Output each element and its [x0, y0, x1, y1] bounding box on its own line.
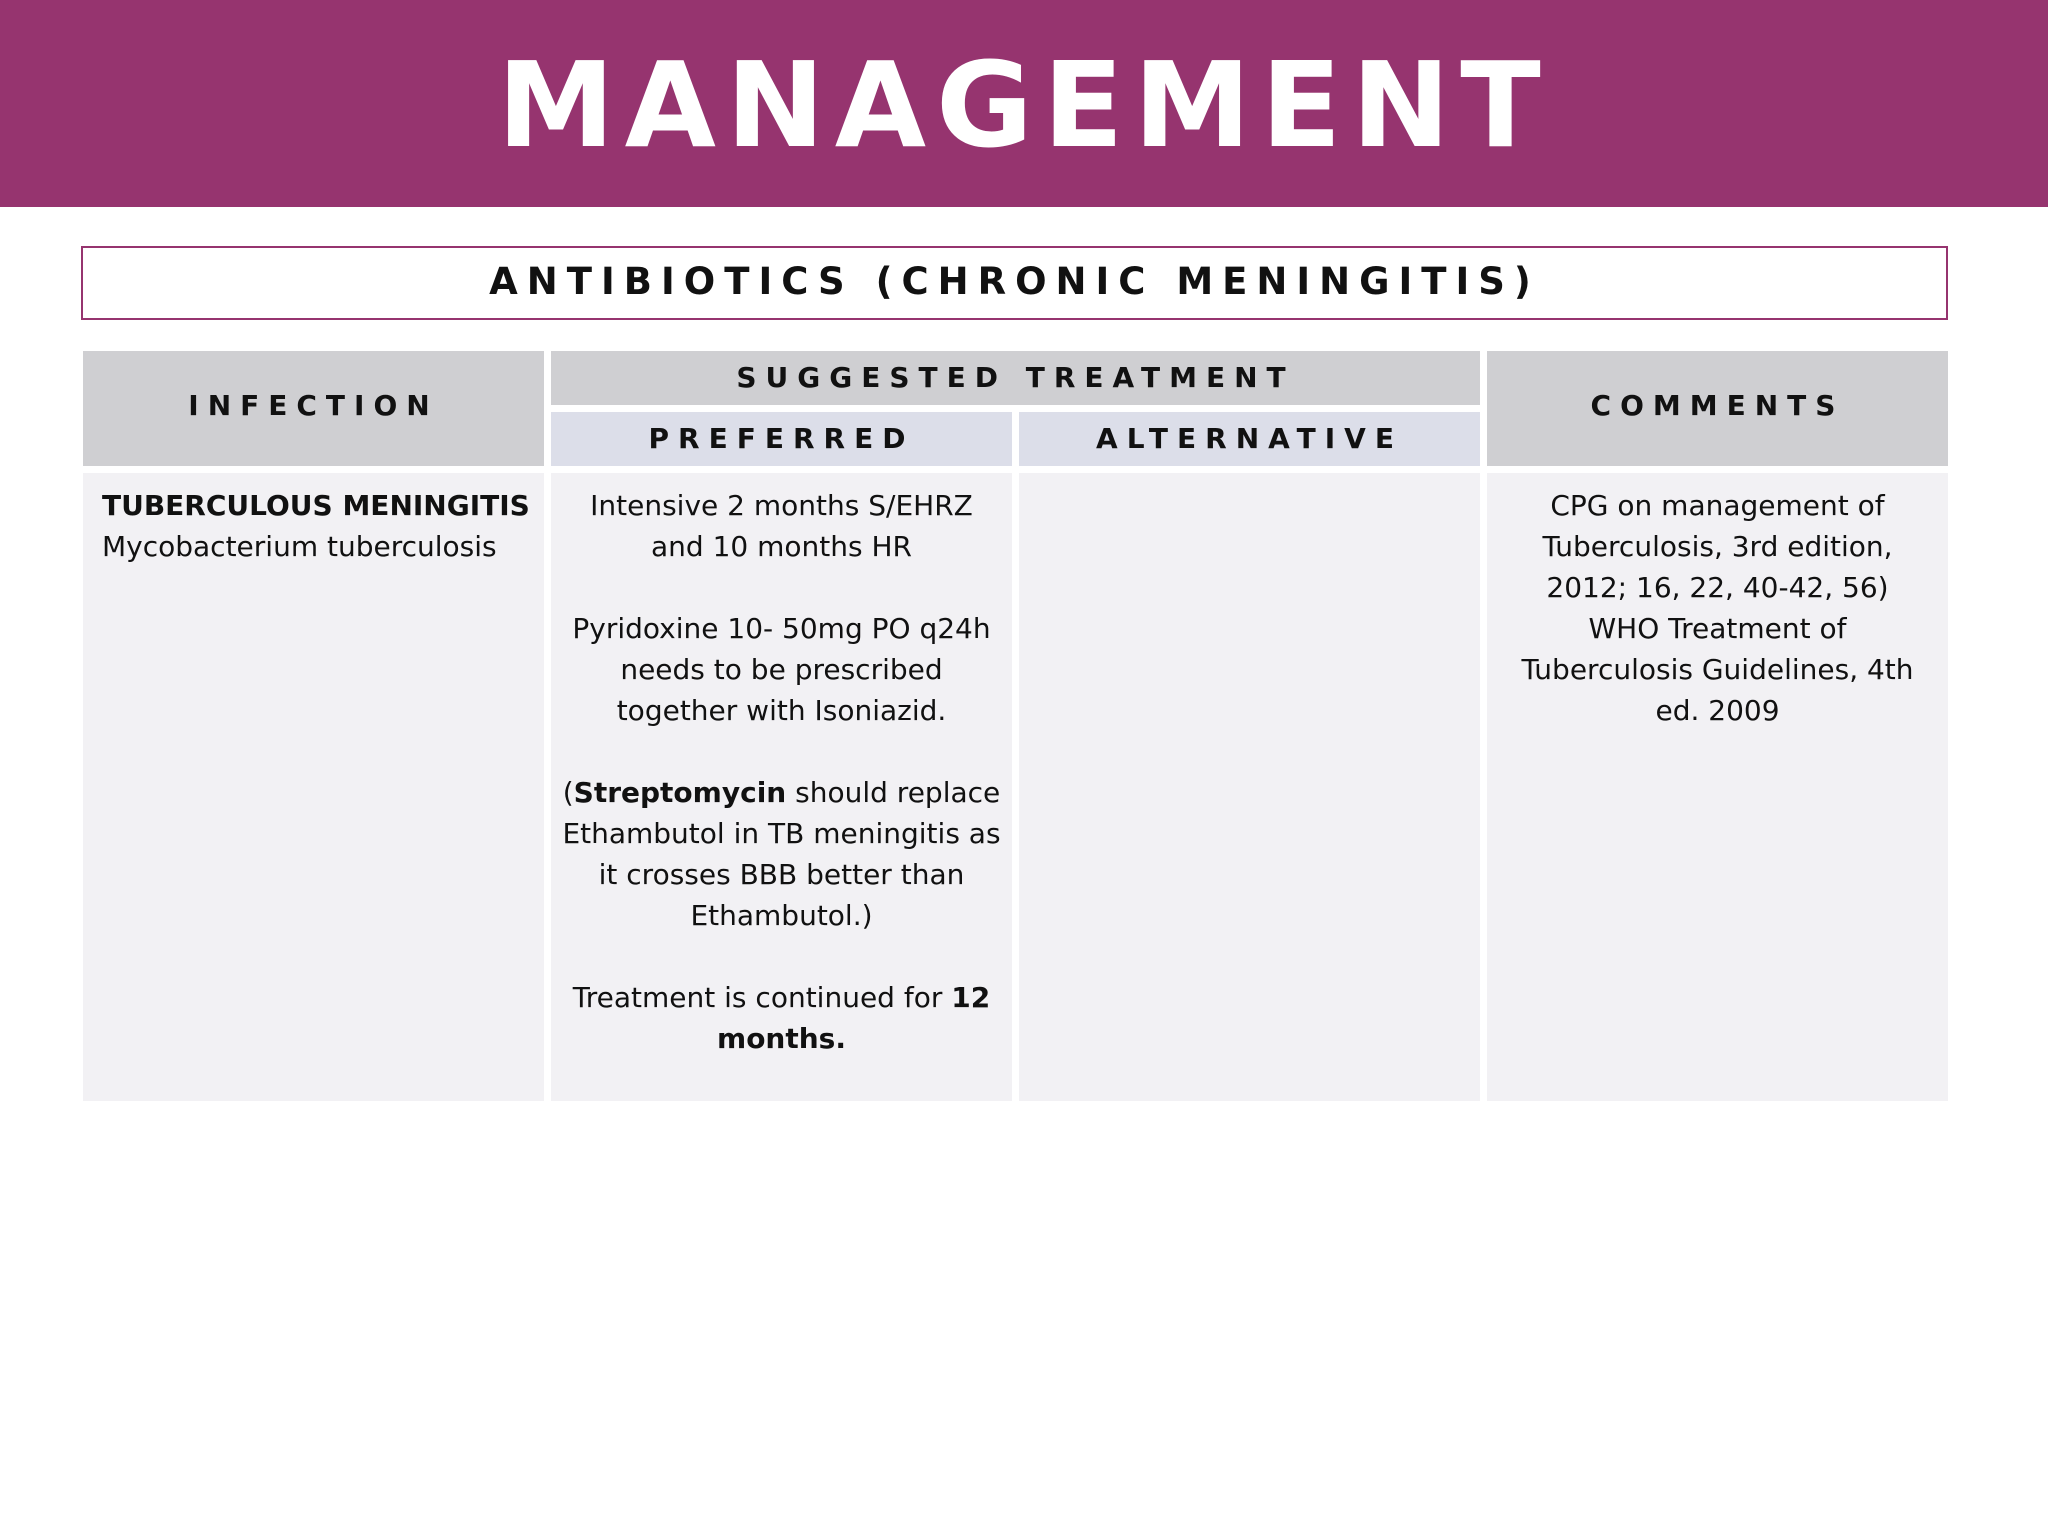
streptomycin-bold: Streptomycin	[573, 776, 787, 809]
cell-alternative	[1019, 473, 1480, 1101]
title-bar	[0, 0, 2048, 207]
header-suggested-treatment-label: SUGGESTED TREATMENT	[736, 361, 1295, 394]
header-infection-label: INFECTION	[188, 389, 439, 422]
header-preferred-label: PREFERRED	[648, 422, 915, 455]
cell-preferred	[551, 473, 1012, 1101]
section-heading-box	[81, 246, 1948, 320]
cell-infection	[83, 473, 544, 1101]
header-suggested-treatment	[551, 351, 1480, 405]
header-comments	[1487, 351, 1948, 466]
page-title: MANAGEMENT	[497, 36, 1551, 174]
infection-name: TUBERCULOUS MENINGITIS	[102, 489, 530, 522]
header-comments-label: COMMENTS	[1590, 389, 1845, 422]
preferred-regimen: Intensive 2 months S/EHRZ and 10 months HR	[590, 489, 973, 563]
section-heading: ANTIBIOTICS (CHRONIC MENINGITIS)	[489, 260, 1540, 303]
header-infection	[83, 351, 544, 466]
header-alternative-label: ALTERNATIVE	[1096, 422, 1403, 455]
infection-organism: Mycobacterium tuberculosis	[102, 530, 497, 563]
comment-who-reference: WHO Treatment of Tuberculosis Guidelines, 4th ed. 2009	[1521, 612, 1914, 727]
streptomycin-rest: should replace Ethambutol in TB meningitis as it crosses BBB better than Ethambutol.)	[562, 776, 1001, 932]
cell-comments	[1487, 473, 1948, 1101]
header-alternative	[1019, 412, 1480, 466]
comment-cpg-reference: CPG on management of Tuberculosis, 3rd edition, 2012; 16, 22, 40-42, 56)	[1542, 489, 1893, 604]
header-preferred	[551, 412, 1012, 466]
preferred-duration-note	[561, 977, 1002, 1059]
duration-bold: 12 months.	[717, 981, 991, 1055]
preferred-streptomycin-note	[561, 772, 1002, 936]
duration-text: Treatment is continued for	[572, 981, 952, 1014]
preferred-pyridoxine-note: Pyridoxine 10- 50mg PO q24h needs to be prescribed together with Isoniazid.	[572, 612, 991, 727]
paren-open: (	[562, 776, 574, 809]
